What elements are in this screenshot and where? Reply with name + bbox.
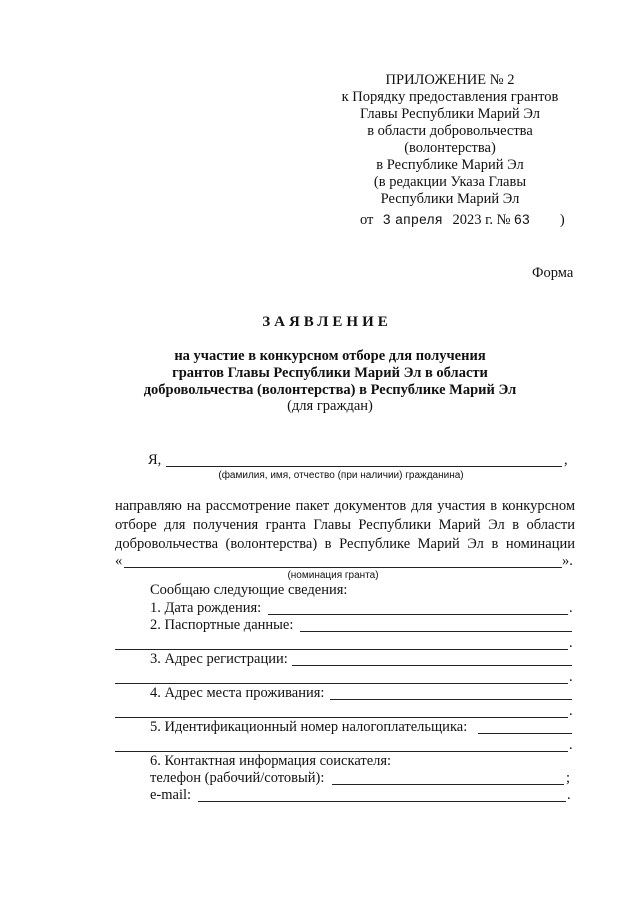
- passport-field[interactable]: [300, 617, 572, 632]
- subtitle-line: добровольчества (волонтерства) в Республике Марий Эл: [143, 382, 517, 398]
- header-line: (в редакции Указа Главы: [373, 174, 527, 190]
- registration-field-continued[interactable]: [115, 669, 568, 684]
- document-subtitle: [100, 348, 560, 399]
- body-line: направляю на рассмотрение пакет документов для участия в конкурсном: [115, 498, 575, 514]
- phone-field[interactable]: [332, 770, 564, 785]
- applicant-name-field[interactable]: [166, 452, 562, 467]
- birth-date-label: 1. Дата рождения:: [150, 600, 262, 616]
- residence-field[interactable]: [330, 685, 572, 700]
- phone-label: телефон (рабочий/сотовый):: [150, 770, 325, 786]
- registration-dot: .: [569, 669, 573, 685]
- ref-year: 2023 г. №: [452, 212, 511, 228]
- header-line: Республики Марий Эл: [380, 191, 520, 207]
- ref-close: ): [559, 212, 565, 228]
- passport-label: 2. Паспортные данные:: [150, 617, 294, 633]
- residence-dot: .: [569, 703, 573, 719]
- tax-id-field-continued[interactable]: [115, 737, 568, 752]
- header-line: в области добровольчества: [367, 123, 533, 139]
- header-line: Главы Республики Марий Эл: [360, 106, 540, 122]
- contacts-label: 6. Контактная информация соискателя:: [150, 753, 392, 769]
- subtitle-line: грантов Главы Республики Марий Эл в области: [172, 365, 488, 381]
- ref-prefix: от: [360, 212, 374, 228]
- birth-date-dot: .: [569, 600, 573, 616]
- fields-intro: Сообщаю следующие сведения:: [150, 582, 348, 598]
- header-line: к Порядку предоставления грантов: [341, 89, 559, 105]
- applicant-prefix: Я,: [148, 452, 162, 468]
- header-line: в Республике Марий Эл: [376, 157, 524, 173]
- quote-close: ».: [562, 553, 573, 569]
- applicant-suffix: ,: [564, 452, 568, 468]
- audience-note: (для граждан): [287, 398, 373, 414]
- quote-open: «: [115, 553, 123, 569]
- appendix-header: [330, 72, 570, 208]
- body-line: добровольчества (волонтерства) в Республике Марий Эл в номинации: [115, 536, 575, 552]
- subtitle-line: на участие в конкурсном отборе для получения: [174, 348, 486, 364]
- nomination-field[interactable]: [124, 553, 562, 568]
- email-field[interactable]: [198, 787, 566, 802]
- tax-id-field[interactable]: [478, 719, 572, 734]
- applicant-caption: (фамилия, имя, отчество (при наличии) гражданина): [218, 470, 464, 481]
- email-dot: .: [567, 787, 571, 803]
- residence-field-continued[interactable]: [115, 703, 568, 718]
- registration-field[interactable]: [292, 651, 572, 666]
- phone-semicolon: ;: [566, 770, 571, 786]
- passport-dot: .: [569, 635, 573, 651]
- form-label: Форма: [532, 265, 574, 281]
- appendix-title: ПРИЛОЖЕНИЕ № 2: [385, 72, 515, 88]
- tax-id-dot: .: [569, 737, 573, 753]
- body-paragraph: [115, 497, 575, 554]
- registration-label: 3. Адрес регистрации:: [150, 651, 288, 667]
- residence-label: 4. Адрес места проживания:: [150, 685, 325, 701]
- body-line: отборе для получения гранта Главы Республики Марий Эл в области: [115, 517, 575, 533]
- email-label: e-mail:: [150, 787, 192, 803]
- tax-id-label: 5. Идентификационный номер налогоплательщика:: [150, 719, 468, 735]
- birth-date-field[interactable]: [268, 600, 568, 615]
- ref-date: 3 апреля: [383, 212, 443, 227]
- document-title: ЗАЯВЛЕНИЕ: [262, 314, 392, 330]
- passport-field-continued[interactable]: [115, 635, 568, 650]
- header-line: (волонтерства): [404, 140, 496, 156]
- nomination-caption: (номинация гранта): [287, 570, 379, 581]
- ref-number: 63: [514, 212, 531, 227]
- decree-reference: [360, 212, 565, 229]
